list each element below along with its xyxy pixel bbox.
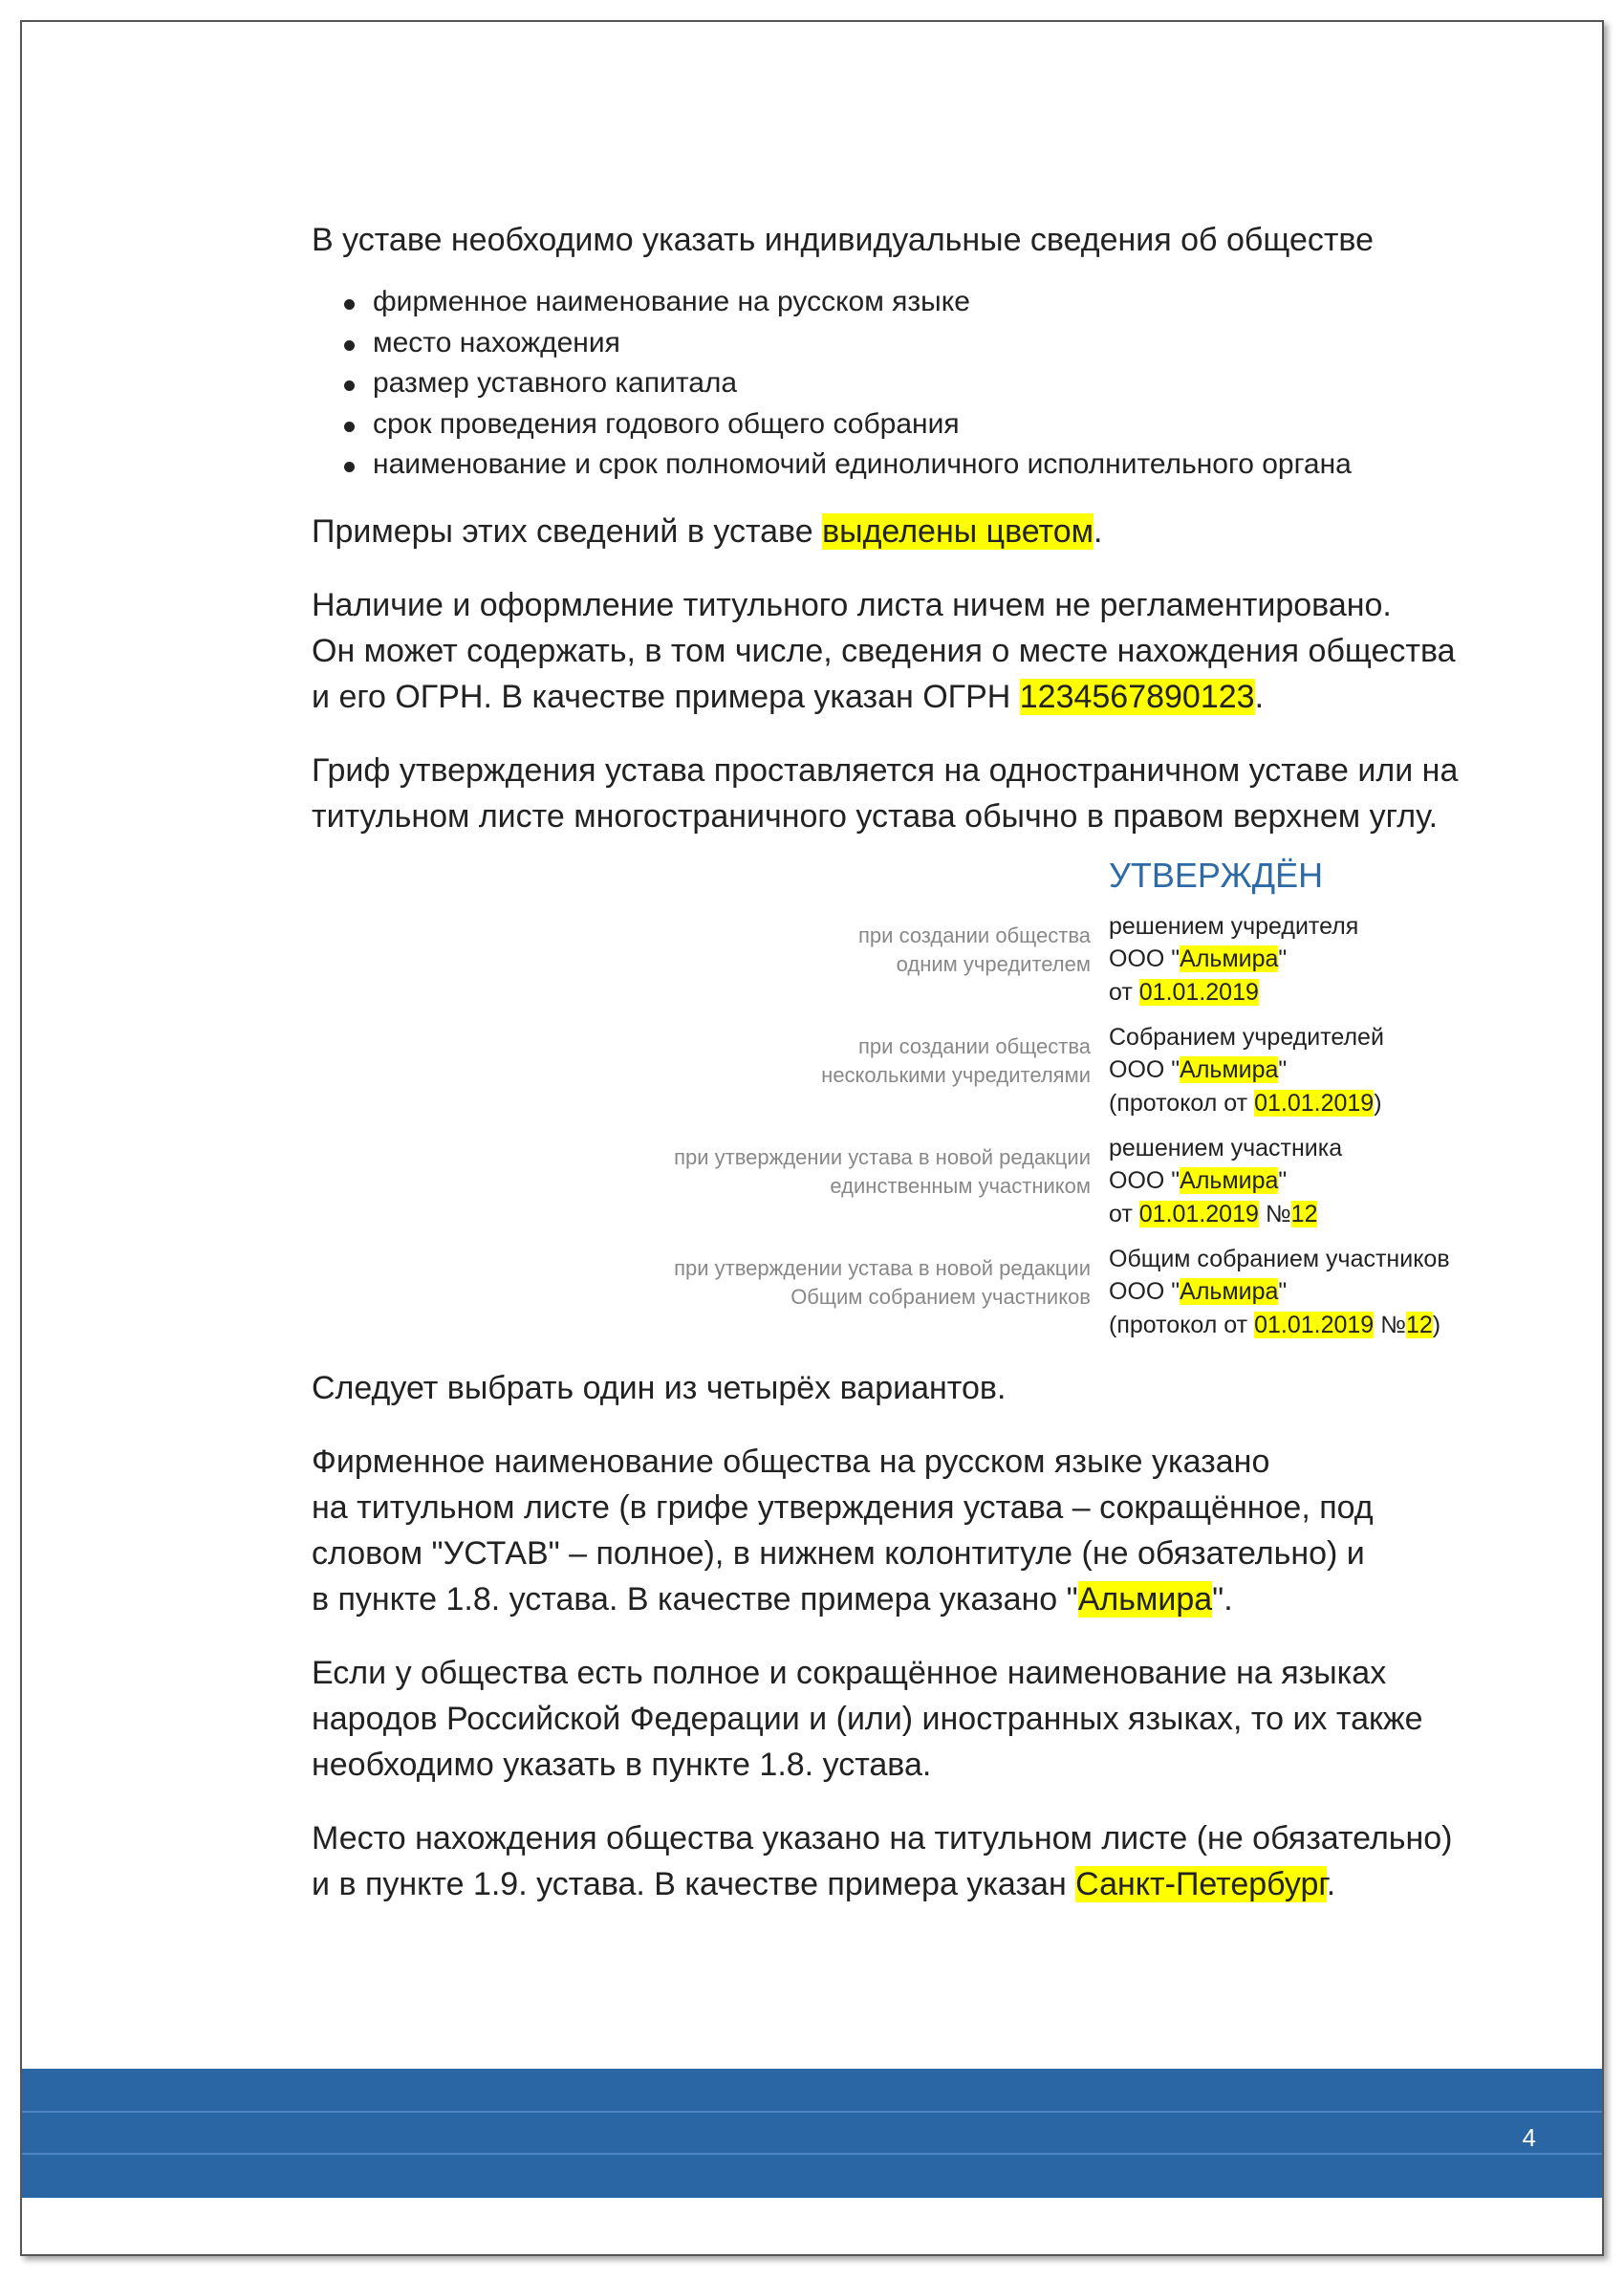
text-span: . — [1326, 1865, 1336, 1902]
list-item: фирменное наименование на русском языке — [312, 282, 1545, 323]
text-span: и в пункте 1.9. устава. В качестве примера указан — [312, 1865, 1076, 1902]
text-span: . — [1093, 512, 1103, 550]
text-span: Собранием учредителей — [1109, 1023, 1384, 1051]
list-item: срок проведения годового общего собрания — [312, 404, 1545, 445]
text-span: и его ОГРН. В качестве примера указан ОГРН — [312, 678, 1020, 715]
location-paragraph — [312, 1815, 1545, 1907]
text-span: . — [1254, 678, 1265, 715]
company-highlight: Альмира — [1077, 1580, 1213, 1618]
text-span: ) — [1374, 1089, 1382, 1117]
grif-condition — [517, 1032, 1091, 1090]
text-span: при создании общества — [858, 1033, 1091, 1058]
text-span: Общим собранием участников — [790, 1284, 1091, 1309]
other-languages-paragraph — [312, 1650, 1545, 1788]
list-item: размер уставного капитала — [312, 363, 1545, 404]
company-highlight: Альмира — [1180, 1056, 1279, 1083]
text-span: в пункте 1.8. устава. В качестве примера указано " — [312, 1580, 1078, 1618]
text-span: решением учредителя — [1109, 912, 1359, 940]
text-span: Он может содержать, в том числе, сведения о месте нахождения общества — [312, 632, 1456, 669]
list-item: наименование и срок полномочий единоличного исполнительного органа — [312, 445, 1545, 486]
text-span: " — [1278, 945, 1288, 972]
grif-condition — [517, 922, 1091, 979]
text-span: единственным участником — [830, 1173, 1091, 1198]
page-number: 4 — [1522, 2123, 1536, 2152]
date-highlight: 01.01.2019 — [1138, 1200, 1259, 1227]
date-highlight: 01.01.2019 — [1254, 1089, 1375, 1117]
grif-text — [1109, 1021, 1545, 1120]
text-span: на титульном листе (в грифе утверждения устава – сокращённое, под — [312, 1488, 1374, 1526]
text-span: ООО " — [1109, 945, 1180, 972]
text-span: одним учредителем — [896, 951, 1091, 976]
highlight-span: выделены цветом — [822, 512, 1094, 550]
text-span: при утверждении устава в новой редакции — [674, 1144, 1091, 1169]
approval-stamp-block — [312, 853, 1545, 1359]
text-span: при утверждении устава в новой редакции — [674, 1255, 1091, 1280]
text-span: от — [1109, 1200, 1139, 1227]
text-span: № — [1265, 1200, 1291, 1227]
date-highlight: 01.01.2019 — [1254, 1311, 1375, 1338]
text-span: Примеры этих сведений в уставе — [312, 512, 823, 550]
number-highlight: 12 — [1290, 1200, 1318, 1227]
title-page-paragraph — [312, 582, 1545, 720]
text-span: Место нахождения общества указано на титульном листе (не обязательно) — [312, 1819, 1453, 1857]
text-span: необходимо указать в пункте 1.8. устава. — [312, 1746, 932, 1783]
text-span: от — [1109, 978, 1139, 1006]
footer-band — [22, 2069, 1602, 2198]
examples-paragraph — [312, 509, 1545, 554]
approval-title: УТВЕРЖДЁН — [1109, 855, 1324, 895]
text-span: № — [1380, 1311, 1406, 1338]
footer-divider — [22, 2111, 1602, 2113]
city-highlight: Санкт-Петербург — [1075, 1865, 1327, 1902]
text-span: ООО " — [1109, 1278, 1180, 1305]
number-highlight: 12 — [1405, 1311, 1433, 1338]
text-span: ". — [1212, 1580, 1233, 1618]
text-span: " — [1278, 1278, 1288, 1305]
required-info-list — [312, 282, 1545, 486]
text-span: Гриф утверждения устава проставляется на одностраничном уставе или на — [312, 751, 1459, 789]
text-span: " — [1278, 1167, 1288, 1194]
text-span: Если у общества есть полное и сокращённое наименование на языках — [312, 1654, 1387, 1691]
grif-text — [1109, 1243, 1545, 1342]
text-span: несколькими учредителями — [821, 1062, 1091, 1087]
grif-paragraph — [312, 748, 1545, 839]
page-content — [312, 217, 1545, 1907]
text-span: титульном листе многостраничного устава обычно в правом верхнем углу. — [312, 797, 1439, 835]
grif-text — [1109, 910, 1545, 1010]
company-highlight: Альмира — [1180, 945, 1279, 972]
intro-paragraph: В уставе необходимо указать индивидуальные сведения об обществе — [312, 222, 1375, 258]
text-span: Общим собранием участников — [1109, 1245, 1450, 1272]
choose-variant-paragraph: Следует выбрать один из четырёх вариантов. — [312, 1369, 1007, 1406]
text-span: при создании общества — [858, 923, 1091, 947]
text-span: " — [1278, 1056, 1288, 1083]
company-highlight: Альмира — [1180, 1167, 1279, 1194]
date-highlight: 01.01.2019 — [1138, 978, 1259, 1006]
grif-condition — [517, 1143, 1091, 1201]
list-item: место нахождения — [312, 323, 1545, 364]
text-span: (протокол от — [1109, 1311, 1255, 1338]
grif-condition — [517, 1254, 1091, 1312]
text-span: Наличие и оформление титульного листа ничем не регламентировано. — [312, 586, 1392, 623]
text-span: словом "УСТАВ" – полное), в нижнем колонтитуле (не обязательно) и — [312, 1534, 1365, 1572]
text-span: решением участника — [1109, 1134, 1343, 1162]
grif-text — [1109, 1132, 1545, 1231]
company-highlight: Альмира — [1180, 1278, 1279, 1305]
text-span: ) — [1432, 1311, 1441, 1338]
text-span: ООО " — [1109, 1167, 1180, 1194]
text-span: народов Российской Федерации и (или) иностранных языках, то их также — [312, 1700, 1423, 1737]
text-span: Фирменное наименование общества на русском языке указано — [312, 1443, 1270, 1480]
ogrn-highlight: 1234567890123 — [1019, 678, 1255, 715]
company-name-paragraph — [312, 1439, 1545, 1622]
footer-divider — [22, 2153, 1602, 2155]
text-span: ООО " — [1109, 1056, 1180, 1083]
text-span: (протокол от — [1109, 1089, 1255, 1117]
document-page — [20, 20, 1604, 2256]
